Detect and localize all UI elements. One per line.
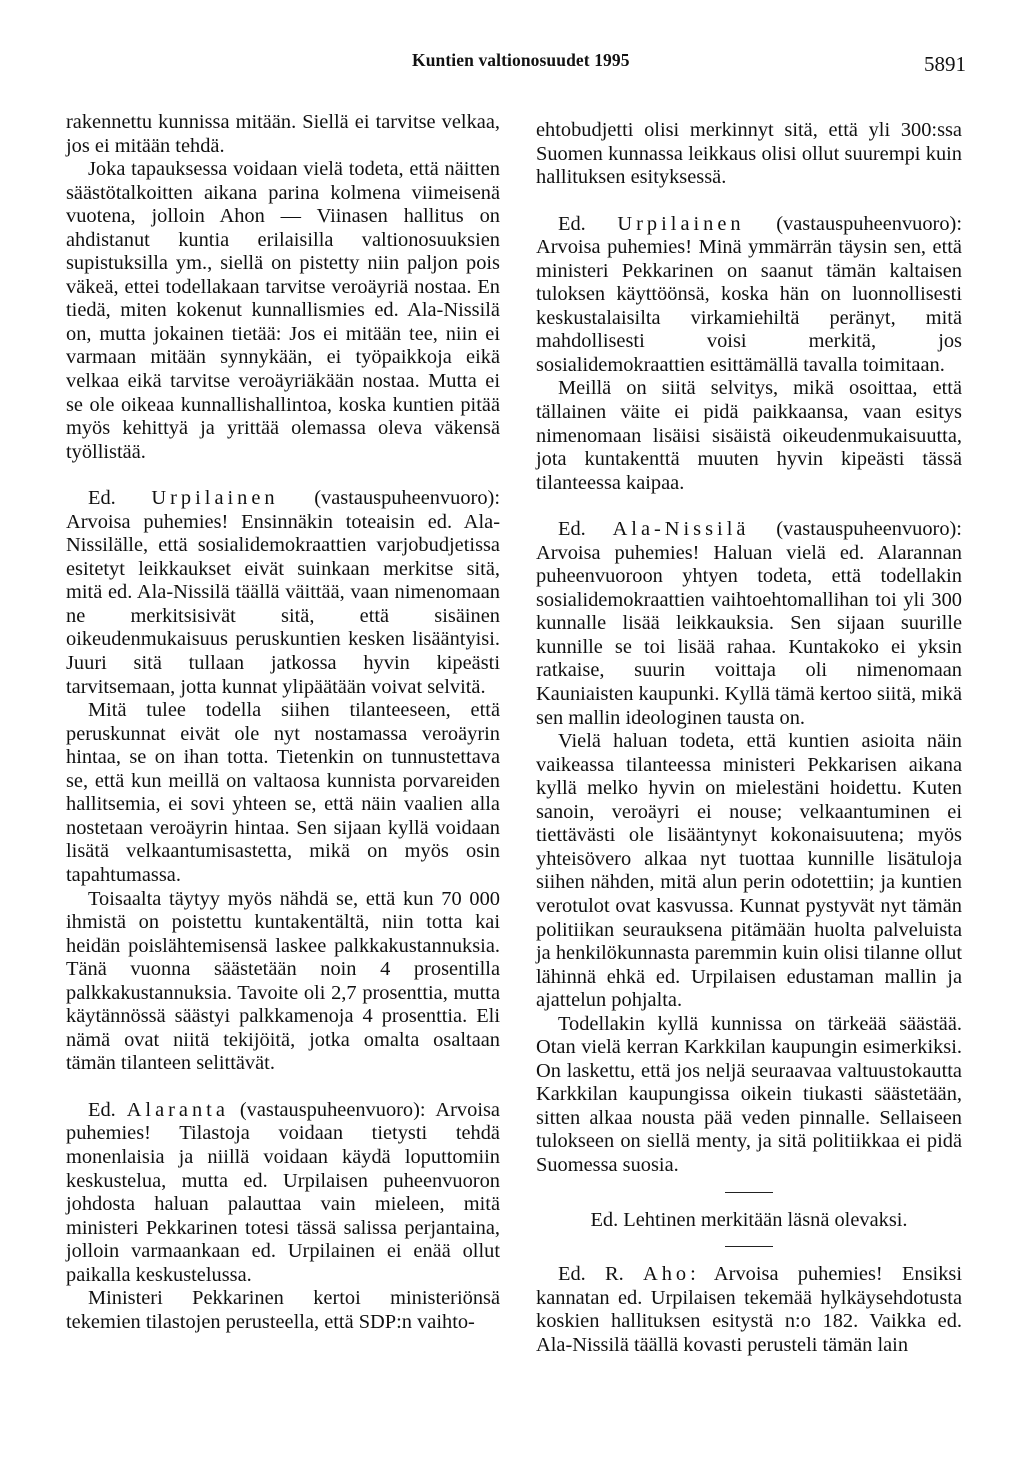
speech-text: (vastauspuheenvuoro): Arvoisa puhemies! Ensinnäkin toteaisin ed. Ala-Nissilälle, että sosialidemokraattien varjobudjetissa esitetyt leikkaukset eivät suinkaan merkitse sitä, mitä ed. Ala-Nissilä täällä väittää, vaan nimenomaan ne merkitsisivät sitä, että sisäinen oikeudenmukaisuus peruskuntien kesken lisääntyisi. Juuri sitä tullaan jatkossa hyvin kipeästi tarvitsemaan, jotta kunnat ylipäätään voivat selvitä. bbox=[66, 487, 500, 698]
speech-text: (vastauspuheenvuoro): Arvoisa puhemies! Minä ymmärrän täysin sen, että ministeri Pekkarinen on saanut tämän kaltaisen tuloksen käyttöönsä, koska hän on luonnollisesti keskustalaisilta virkamiehiltä peränyt, mitä mahdollisesti voisi merkitä, jos sosialidemokraattien esittämällä tavalla toimitaan. bbox=[536, 212, 962, 376]
speaker-name: Alaranta bbox=[126, 1098, 229, 1121]
speaker-prefix: Ed. bbox=[558, 212, 586, 235]
left-column bbox=[66, 111, 500, 1334]
page-number: 5891 bbox=[924, 52, 966, 76]
speaker-name: Ala-Nissilä bbox=[612, 518, 750, 541]
speech-text: (vastauspuheenvuoro): Arvoisa puhemies! Haluan vielä ed. Alarannan puheenvuoroon yhtyen todeta, että todellakin sosialidemokraattien vaihtoehtomallihan toi yli 300 kunnalle lisää leikkauksia. Sen sijaan suurille kunnille se toi lisää rahaa. Kuntakoko ei yksin ratkaise, suurin voittaja oli nimenomaan Kauniaisten kaupunki. Kyllä tämä kertoo siitä, mikä sen mallin ideologinen tausta on. bbox=[536, 518, 962, 729]
speech-text: (vastauspuheenvuoro): Arvoisa puhemies! Tilastoja voidaan tietysti tehdä monenlaisia ja niillä voidaan käydä loputtomiin keskustelua, mutta ed. Urpilaisen puheenvuoron johdosta haluan palauttaa vain mieleen, mitä ministeri Pekkarinen totesi tässä salissa perjantaina, jolloin varmaankaan ed. Urpilainen ei enää ollut paikalla keskustelussa. bbox=[66, 1098, 500, 1286]
speaker-name: Aho bbox=[643, 1263, 691, 1286]
paragraph: ehtobudjetti olisi merkinnyt sitä, että yli 300:ssa Suomen kunnassa leikkaus olisi ollut suurempi kuin hallituksen esityksessä. bbox=[536, 119, 962, 189]
speech-paragraph bbox=[536, 1263, 962, 1357]
speech-paragraph bbox=[66, 1099, 500, 1287]
paragraph: Vielä haluan todeta, että kuntien asioita näin vaikeassa tilanteessa ministeri Pekkarisen aikana kyllä melko hyvin on mielestäni hoidettu. Kuten sanoin, veroäyri ei nouse; velkaantuminen ei tiettävästi ole lisääntynyt kokonaisuutena; myös yhteisövero alkaa nyt tuottaa kunnille lisätuloja siihen nähden, mitä alun perin odotettiin; ja kuntien verotulot ovat kasvussa. Kunnat pystyvät nyt tämän politiikan seurauksena pitämään huolta palveluista ja henkilökunnasta paremmin kuin olisi tilanne ollut lähinnä ehkä ed. Urpilaisen edustaman mallin ja ajattelun pohjalta. bbox=[536, 730, 962, 1012]
speech-paragraph bbox=[536, 213, 962, 378]
speaker-prefix: Ed. R. bbox=[558, 1263, 624, 1286]
speaker-prefix: Ed. bbox=[558, 518, 586, 541]
speech-paragraph bbox=[66, 487, 500, 699]
paragraph: Todellakin kyllä kunnissa on tärkeää säästää. Otan vielä kerran Karkkilan kaupungin esimerkiksi. On laskettu, että jos neljä seuraavaa valtuustokautta Karkkilan kaupungissa oikein tiukasti säästetään, sitten alkaa nousta pää veden pinnalle. Sellaiseen tulokseen on siellä menty, ja sitä politiikkaa ei pidä Suomessa suosia. bbox=[536, 1012, 962, 1176]
paragraph: Ministeri Pekkarinen kertoi ministeriönsä tekemien tilastojen perusteella, että SDP:n vaihto- bbox=[66, 1287, 500, 1333]
speech-paragraph bbox=[536, 518, 962, 730]
speech-text: : Arvoisa puhemies! Ensiksi kannatan ed. Urpilaisen tekemää hylkäysehdotusta koskien hallituksen esitystä n:o 182. Vaikka ed. Ala-Nissilä täällä kovasti perusteli tämän lain bbox=[536, 1263, 963, 1356]
paragraph: Mitä tulee todella siihen tilanteeseen, että peruskunnat eivät ole nyt nostamassa veroäyrin hintaa, se on ihan totta. Tietenkin on tunnustettava se, että kun meillä on valtaosa kunnista porvareiden hallitsemia, ei sovi yhteen se, että näin vaalien alla nostetaan veroäyrin hintaa. Sen sijaan kyllä voidaan lisätä velkaantumisastetta, mikä on myös osin tapahtumassa. bbox=[66, 699, 500, 886]
attendance-notice: Ed. Lehtinen merkitään läsnä olevaksi. bbox=[590, 1208, 908, 1231]
paragraph: rakennettu kunnissa mitään. Siellä ei tarvitse velkaa, jos ei mitään tehdä. bbox=[66, 111, 500, 157]
speaker-name: Urpilainen bbox=[617, 212, 745, 235]
paragraph: Meillä on siitä selvitys, mikä osoittaa, että tällainen väite ei pidä paikkaansa, vaan esitys nimenomaan lisäisi sisäistä oikeudenmukaisuutta, jota kuntakenttä muuten hyvin kipeästi tässä tilanteessa kaipaa. bbox=[536, 377, 962, 494]
running-title: Kuntien valtionosuudet 1995 bbox=[412, 50, 630, 70]
paragraph: Toisaalta täytyy myös nähdä se, että kun 70 000 ihmistä on poistettu kuntakentältä, niin totta kai heidän poislähtemisensä laskee palkkakustannuksia. Tänä vuonna säästetään noin 4 prosentilla palkkakustannuksia. Tavoite oli 2,7 prosenttia, mutta käytännössä säästyi palkkamenoja 4 prosenttia. Eli nämä ovat niitä tekijöitä, jotka omalta osaltaan tämän tilanteen selittävät. bbox=[66, 887, 500, 1075]
section-divider bbox=[725, 1192, 773, 1193]
page-header bbox=[0, 50, 1024, 80]
speaker-name: Urpilainen bbox=[151, 487, 279, 510]
right-column bbox=[536, 119, 962, 1357]
speaker-prefix: Ed. bbox=[88, 1098, 116, 1121]
paragraph: Joka tapauksessa voidaan vielä todeta, että näitten säästötalkoitten aikana parina kolmena viimeisenä vuotena, jolloin Ahon — Viinasen hallitus on ahdistanut kuntia erilaisilla valtionosuuksien supistuksilla ym., siellä on pistetty niin paljon pois väkeä, ettei todellakaan tarvitse veroäyriä nostaa. En tiedä, miten kokenut kunnallismies ed. Ala-Nissilä on, mutta jokainen tietää: Jos ei mitään tee, niin ei varmaan mitään synnykään, ei työpaikkoja eikä velkaa eikä tarvitse veroäyriäkään nostaa. Mutta ei se ole oikeaa kunnallishallintoa, koska kuntien pitää myös kehittyä ja yrittää olemassa oleva väkensä työllistää. bbox=[66, 158, 500, 463]
section-divider bbox=[725, 1246, 773, 1247]
speaker-prefix: Ed. bbox=[88, 487, 116, 510]
